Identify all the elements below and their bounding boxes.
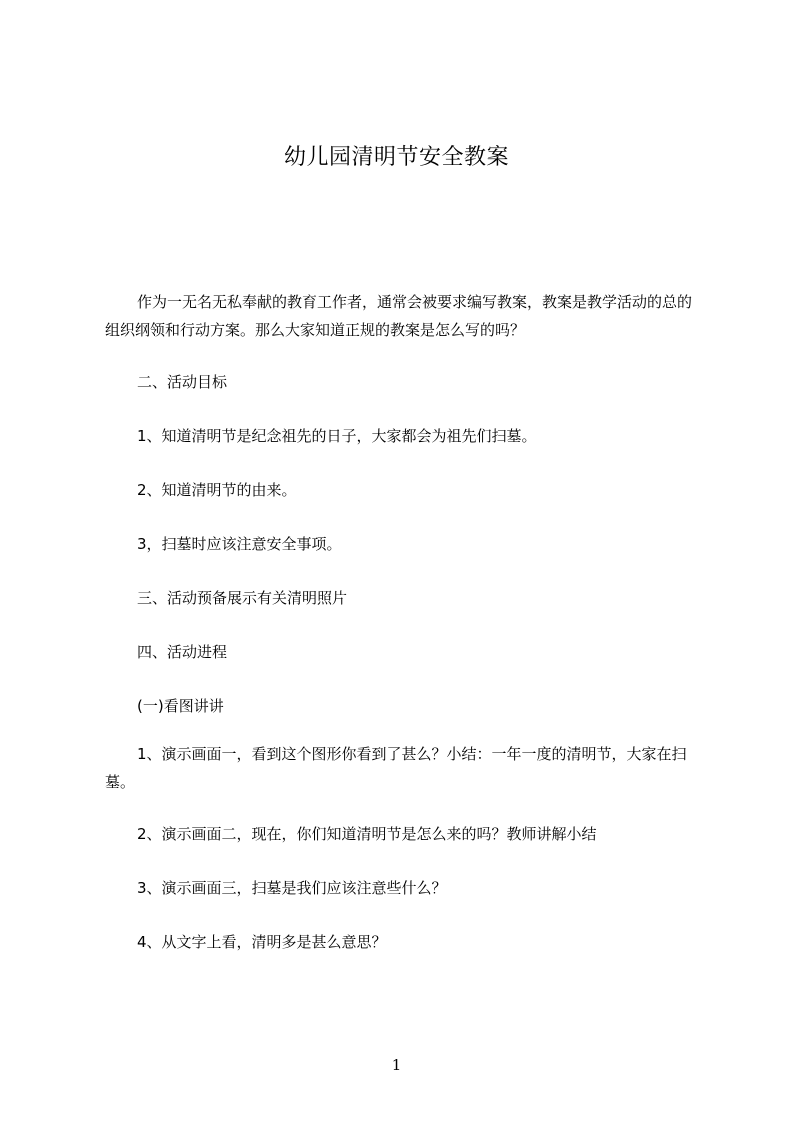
section-heading-activity-goals: 二、活动目标 bbox=[137, 373, 228, 391]
goal-item-2: 2、知道清明节的由来。 bbox=[137, 481, 297, 499]
intro-paragraph: 作为一无名无私奉献的教育工作者，通常会被要求编写教案，教案是教学活动的总的组织纲领和行动方案。那么大家知道正规的教案是怎么写的吗？ bbox=[105, 293, 693, 339]
section-heading-process: 四、活动进程 bbox=[137, 643, 228, 661]
subsection-heading-look-and-talk: (一)看图讲讲 bbox=[137, 697, 224, 715]
process-item-4: 4、从文字上看，清明多是甚么意思？ bbox=[137, 933, 387, 951]
page-number: 1 bbox=[391, 1056, 402, 1074]
process-item-3: 3、演示画面三，扫墓是我们应该注意些什么？ bbox=[137, 879, 447, 897]
goal-item-1: 1、知道清明节是纪念祖先的日子，大家都会为祖先们扫墓。 bbox=[137, 427, 537, 445]
goal-item-3: 3，扫墓时应该注意安全事项。 bbox=[137, 535, 342, 553]
section-heading-preparation: 三、活动预备展示有关清明照片 bbox=[137, 589, 348, 607]
process-item-1: 1、演示画面一，看到这个图形你看到了甚么？小结：一年一度的清明节，大家在扫墓。 bbox=[105, 745, 687, 791]
document-title: 幼儿园清明节安全教案 bbox=[283, 145, 509, 170]
process-item-2: 2、演示画面二，现在，你们知道清明节是怎么来的吗？教师讲解小结 bbox=[137, 825, 597, 843]
